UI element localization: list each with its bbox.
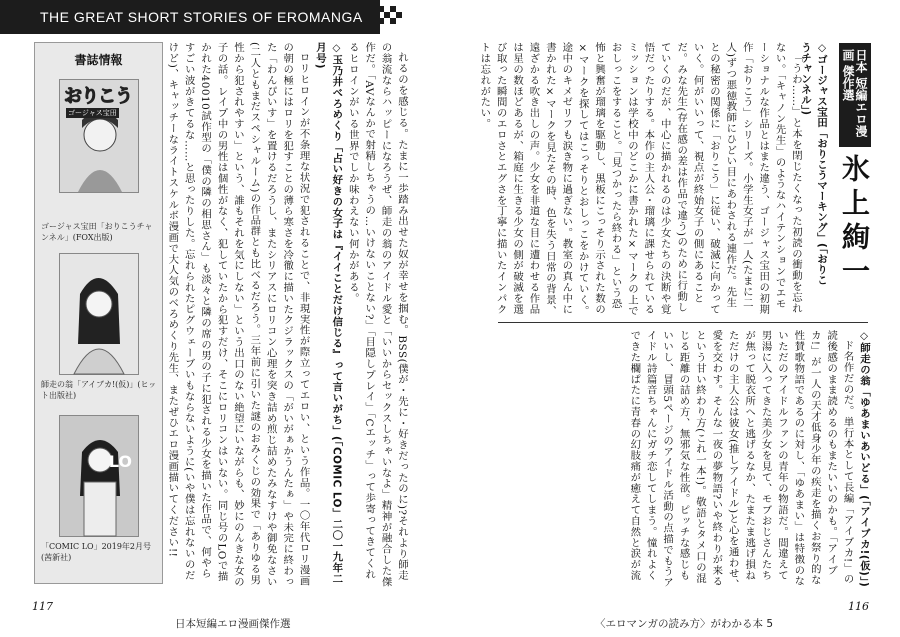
cover-caption: ゴージャス宝田「おりこうチャンネル」(FOX出版) — [41, 222, 153, 242]
cover-image-aibuka — [59, 253, 139, 375]
page-footer: 日本短編エロ漫画傑作選 — [175, 618, 291, 630]
running-header — [0, 0, 380, 34]
sidebar-title: 書誌情報 — [74, 53, 123, 67]
paragraph: 「うわ……」と本を閉じたくなった初読の衝動を忘れない。「キャノン先生」のようなハイテンションでエモーショナルな作品とはまた違う、ゴージャス宝田の初期作「おりこう」シリーズ。小学生女子が一人(たまに二人)ずつ悪徳教師にひどい目にあわされる連作だ。先生との秘密の関係に「おりこう」に従い、破滅に向かっていく。何がいいって、視点が終始女子の側にあることだ。みな先生(存在感の差は作品で違う)のために行動していくのだが、中心に描かれるのは少女たちの決断や覚悟だったりする。本作の主人公・瑠璃に課せられているミッションは学校中のどこかに書かれた×マークの上でおしっこをすること。「見つかったら終わる」という恐怖と興奮が瑠璃を駆動し、黒板にこっそり示された数の×マークを探してはこっそりとおしっこをかけていく。途中のキメゼリフも涙き物に過ぎない。教室の真ん中に書かれた×マークを見たその時、色を失う日常の背景、遠ざかる吹き出しの声。少女を非道な目に遭わせる作品は星の数ほどあるが、箱庭に生きる少女の側が破滅を選び取った瞬間のエロさとエグさを丁寧に描いたインパクトは忘れがたい。 — [478, 42, 802, 317]
paragraph: ロリヒロインが不条理な状況で犯されることで、非現実性が際立ってエロい、という作品。一〇年代ロリ漫画の朝の極にはロリを犯すことの薄ら寒さを冷徹に描いたクジラックスの「がいがぁかうんたぁ」や未完に終わった「わんぴいす」を置けるだろうし、またシリアスにロリコン心理を突き詰め煎じ詰めたみなすけや御免なさい(二人ともまだスペシャルーム)の作品群とも比べるだろう。三年前に引いた謎のおみくじの効果で「ありゆる男性から犯されやすい」という、誰もそれを気にしない」という出口のない絶望にいながらも、妙にのんきな女の子の話。レイプ中の男性は個性がなく、犯していたから犯すだけ、そこにロリコンはいない。同じ号のLOで描かれた40010試作型の「僕の隣の相思さん」も淡々と隣の席の男の子に犯される少女を描いた作品で、何やらすごい波がきてるな……と思ったりした。忘れられたピグウェーブいもならないように(いや僕は忘れないのだけど)、キャッチーなライトスケルボ漫画で大人気のべろめくり先生、またぜひエロ漫画描いてください!! — [166, 42, 310, 587]
section-subheading: ◇玉乃井べろめくり「占い好きの女子は『イイことだけ信じる』って言いがち」(「COMIC LO」二〇一九年二月号) — [313, 42, 343, 585]
cover-title: おりこう — [64, 86, 132, 107]
right-page — [450, 0, 900, 637]
cover-image-orikou — [59, 79, 139, 193]
author-name: 氷上絢一 — [838, 154, 871, 290]
series-label-box — [839, 43, 871, 147]
page-number: 116 — [848, 600, 869, 613]
paragraph: ド名作だのだ。単行本として長編「アイブカ!」の読後感のまま読めるのもまたいいのかも。「アイブカ!」が一人の天才低身少年の疾走を描くお祭り的な性賛歌物語であるのに対し、「ゆあまい」は特徴のないただのアイドルファンの青年の物語だ。間違えて男湯に入ってきた美少女を見て、モブおじさんたちが焦って脱衣所へと逃げるなか、たまたま逃げ損ねただけの主人公は彼女(推しアイドル)と心を通わせ、愛を交わす。そんな一夜の夢物語?いや終わりが来るという甘い終わり方(これ一本!)。敬語とタメ口の混じる距離の詰め方、無邪気な性欲。ピッチな感じもいいし、冒頭5ページのアイドル活動の点描でもうアイドル詩篇音ちゃんにガチ恋してしまう。憧れよくできた欄ぱたに青春の幻肢痛が癒えて自然と涙が流 — [628, 330, 854, 590]
right-body-text-lower — [498, 330, 872, 590]
cover-illustration — [60, 254, 138, 374]
section-subheading: ◇師走の翁「ゆあまいあいどる」(「アイブカ!(仮)」) — [858, 330, 870, 588]
cover-caption: 「COMIC LO」2019年2月号(茜新社) — [41, 542, 152, 562]
cover-subtitle: ゴージャス宝田 — [68, 109, 117, 117]
cover-logo: LO — [108, 452, 132, 471]
section-subheading: ◇ゴージャス宝田「おりこうマーキング」(「おりこうチャンネル」) — [800, 42, 828, 285]
cover-illustration — [60, 416, 138, 536]
right-body-text-upper — [478, 42, 804, 317]
paragraph: れるのを感じる。たまに一歩踏み出せた奴が幸せを掴む。BSS(僕が・先に・好きだったのに)?それより師走の翁流ならハッピーになろうぜ、師走の翁のアイドル愛と「いいからセックスしちゃいなよ」精神が融合した傑作だ。「AVなんかで射精しちゃうの…いけないことない?」「目隠しプレイ」「Cエッチ」って歩寄ってきてくれるヒロインがいる世界でしか味わえない何かがある。 — [346, 42, 408, 587]
header-dot-ornament — [378, 6, 402, 30]
left-body-text — [166, 42, 410, 587]
bibliography-sidebar — [34, 42, 163, 584]
series-label: 日本 短編エロ漫画 傑作選 — [841, 49, 868, 138]
running-header-title: THE GREAT SHORT STORIES OF EROMANGA — [40, 9, 363, 25]
cover-caption: 師走の翁「アイブカ!(仮)」(ヒット出版社) — [41, 380, 157, 400]
page-footer: 〈エロマンガの読み方〉がわかる本 5 — [595, 618, 774, 630]
column-divider — [498, 322, 868, 323]
cover-image-comic-lo — [59, 415, 139, 537]
page-number: 117 — [32, 600, 53, 613]
